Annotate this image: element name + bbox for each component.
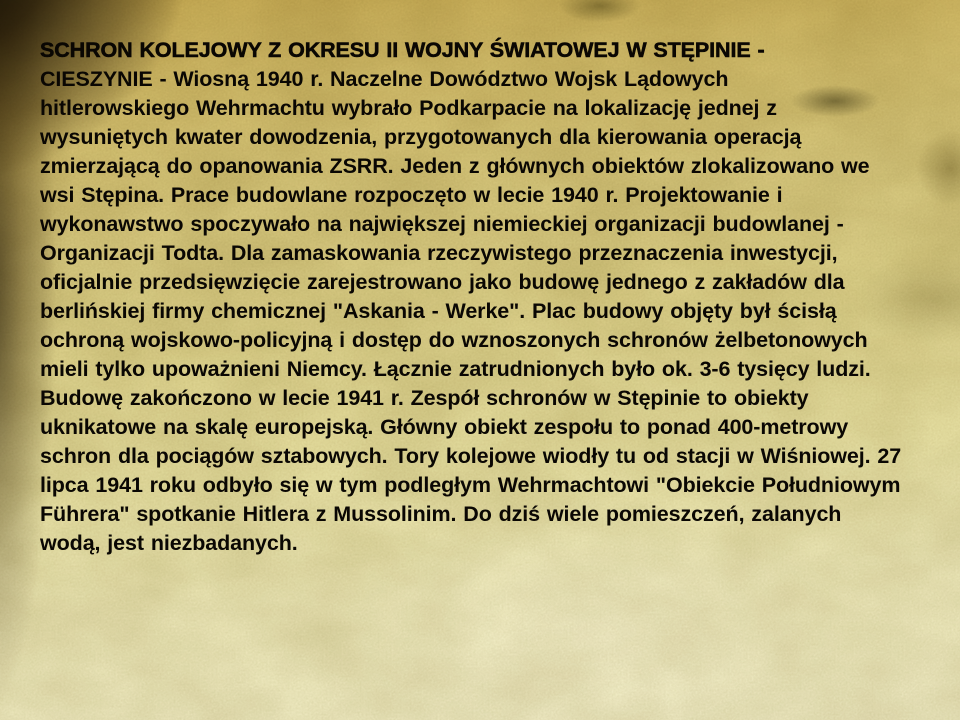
text-line: Organizacji Todta. Dla zamaskowania rzeczywistego przeznaczenia inwestycji,: [40, 241, 838, 265]
text-line: ochroną wojskowo-policyjną i dostęp do wznoszonych schronów żelbetonowych: [40, 328, 868, 352]
text-line: lipca 1941 roku odbyło się w tym podległym Wehrmachtowi "Obiekcie Południowym: [40, 473, 901, 497]
text-line: mieli tylko upoważnieni Niemcy. Łącznie zatrudnionych było ok. 3-6 tysięcy ludzi.: [40, 357, 871, 381]
text-line: wsi Stępina. Prace budowlane rozpoczęto w lecie 1940 r. Projektowanie i: [40, 183, 783, 207]
text-line: wykonawstwo spoczywało na największej niemieckiej organizacji budowlanej -: [40, 212, 844, 236]
text-line: oficjalnie przedsięwzięcie zarejestrowano jako budowę jednego z zakładów dla: [40, 270, 845, 294]
text-line: Führera" spotkanie Hitlera z Mussolinim. Do dziś wiele pomieszczeń, zalanych: [40, 502, 842, 526]
text-line: Budowę zakończono w lecie 1941 r. Zespół schronów w Stępinie to obiekty: [40, 386, 809, 410]
text-line: CIESZYNIE - Wiosną 1940 r. Naczelne Dowództwo Wojsk Lądowych: [40, 67, 729, 91]
text-line: wysuniętych kwater dowodzenia, przygotowanych dla kierowania operacją: [40, 125, 802, 149]
text-line: SCHRON KOLEJOWY Z OKRESU II WOJNY ŚWIATOWEJ W STĘPINIE -: [40, 38, 765, 62]
article-text: [40, 36, 960, 558]
text-line: berlińskiej firmy chemicznej "Askania - Werke". Plac budowy objęty był ścisłą: [40, 299, 837, 323]
text-line: zmierzającą do opanowania ZSRR. Jeden z głównych obiektów zlokalizowano we: [40, 154, 870, 178]
text-line: schron dla pociągów sztabowych. Tory kolejowe wiodły tu od stacji w Wiśniowej. 27: [40, 444, 902, 468]
text-line: uknikatowe na skalę europejską. Główny obiekt zespołu to ponad 400-metrowy: [40, 415, 849, 439]
text-line: wodą, jest niezbadanych.: [40, 531, 298, 555]
text-line: hitlerowskiego Wehrmachtu wybrało Podkarpacie na lokalizację jednej z: [40, 96, 777, 120]
